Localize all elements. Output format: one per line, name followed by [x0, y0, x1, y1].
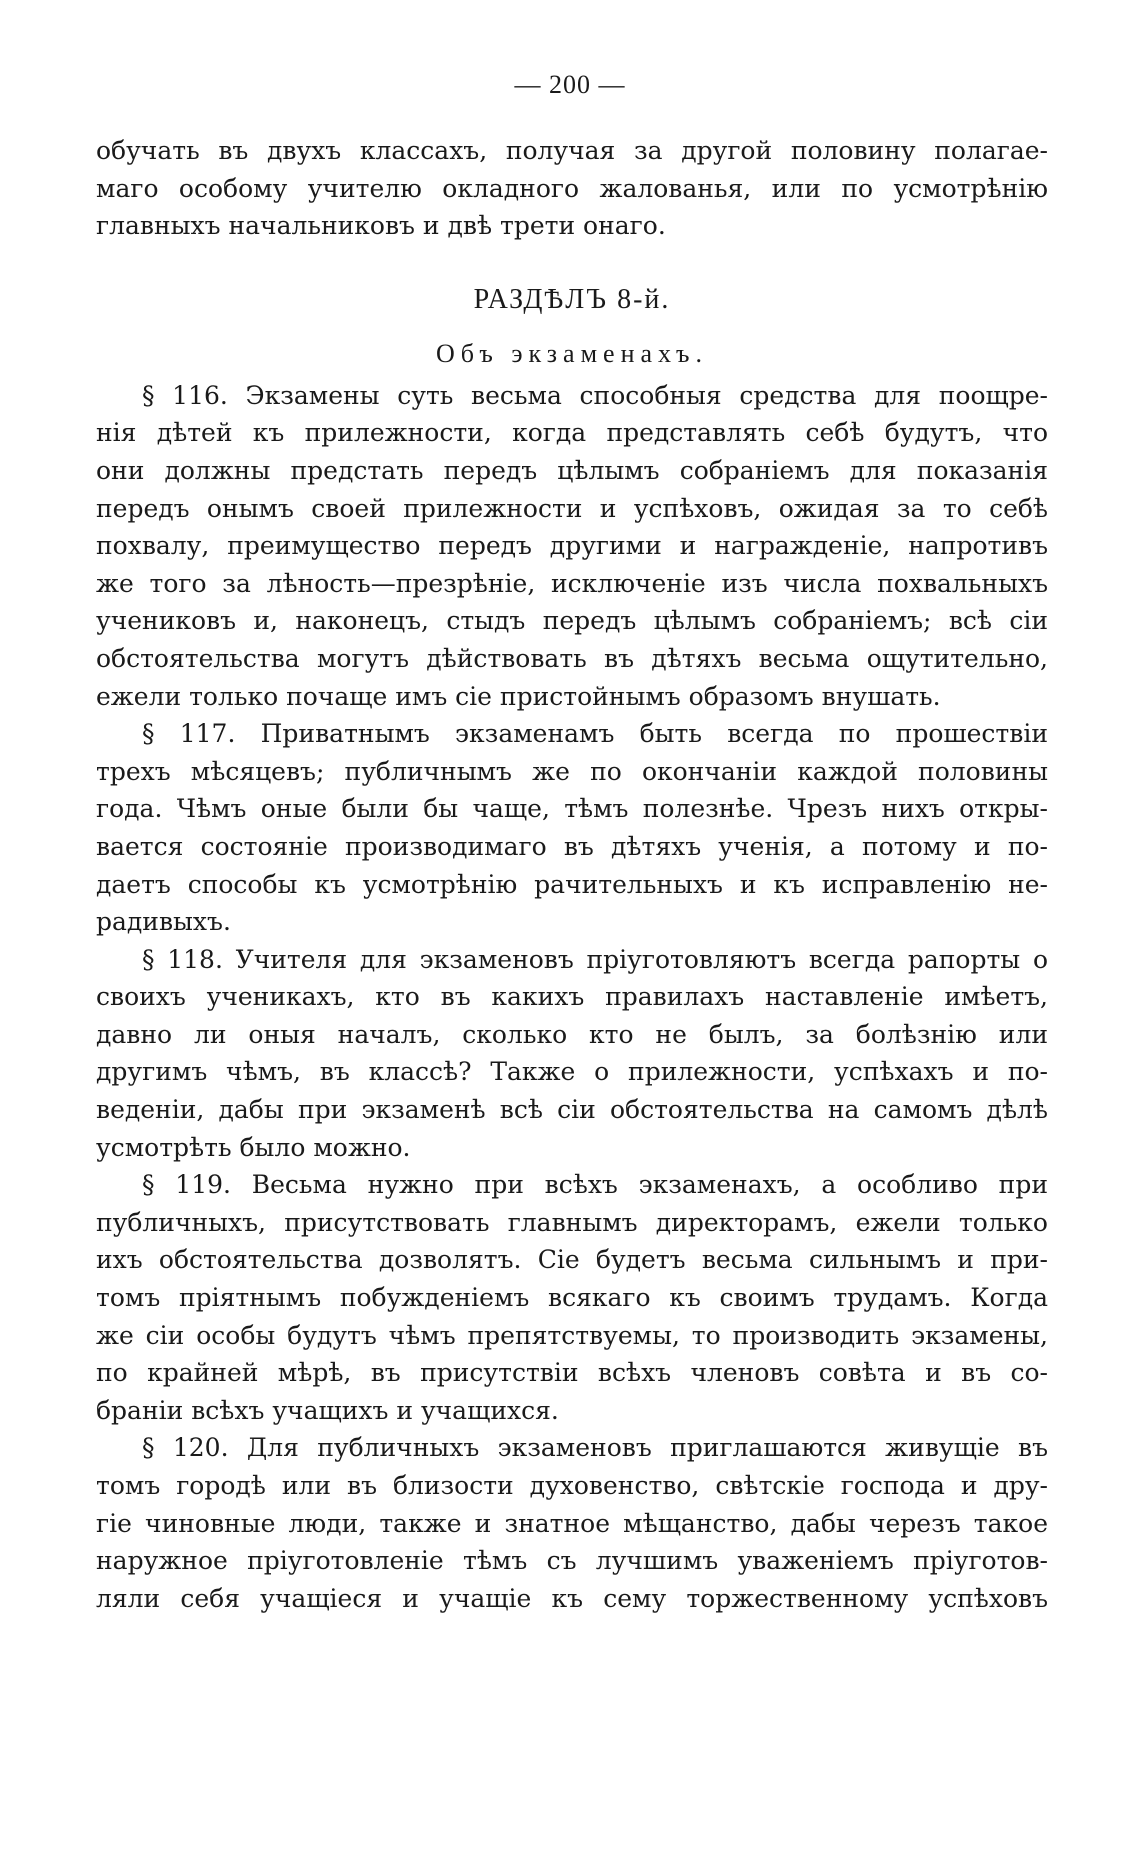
text-line: учениковъ и, наконецъ, стыдъ передъ цѣлымъ собраніемъ; всѣ сіи: [96, 606, 1048, 636]
text-line: радивыхъ.: [96, 907, 231, 937]
text-line: § 120. Для публичныхъ экзаменовъ приглашаются живущіе въ: [142, 1433, 1048, 1463]
text-line: маго особому учителю окладного жалованья, или по усмотрѣнію: [96, 173, 1048, 203]
text-line: нія дѣтей къ прилежности, когда представлять себѣ будутъ, что: [96, 418, 1048, 448]
text-line: же сіи особы будутъ чѣмъ препятствуемы, то производить экзамены,: [96, 1320, 1048, 1350]
text-line: ихъ обстоятельства дозволятъ. Сіе будетъ весьма сильнымъ и при-: [96, 1245, 1048, 1275]
text-line: главныхъ начальниковъ и двѣ трети онаго.: [96, 211, 666, 241]
text-line: веденіи, дабы при экзаменѣ всѣ сіи обстоятельства на самомъ дѣлѣ: [96, 1095, 1048, 1125]
paragraph-120: [96, 1429, 1048, 1617]
paragraph-117: [96, 715, 1048, 941]
text-line: § 116. Экзамены суть весьма способныя средства для поощре-: [142, 380, 1048, 410]
text-line: гіе чиновные люди, также и знатное мѣщанство, дабы черезъ такое: [96, 1508, 1048, 1538]
text-line: томъ пріятнымъ побужденіемъ всякаго къ своимъ трудамъ. Когда: [96, 1283, 1048, 1313]
text-line: своихъ ученикахъ, кто въ какихъ правилахъ наставленіе имѣетъ,: [96, 982, 1048, 1012]
text-line: § 117. Приватнымъ экзаменамъ быть всегда по прошествіи: [142, 719, 1048, 749]
text-line: томъ городѣ или въ близости духовенство, свѣтскіе господа и дру-: [96, 1471, 1048, 1500]
text-line: публичныхъ, присутствовать главнымъ директорамъ, ежели только: [96, 1207, 1048, 1237]
intro-paragraph: [96, 132, 1048, 245]
text-line: по крайней мѣрѣ, въ присутствіи всѣхъ членовъ совѣта и въ со-: [96, 1358, 1048, 1388]
text-line: даетъ способы къ усмотрѣнію рачительныхъ и къ исправленію не-: [96, 869, 1048, 899]
text-line: вается состояніе производимаго въ дѣтяхъ ученія, а потому и по-: [96, 831, 1048, 861]
text-line: же того за лѣность—презрѣніе, исключеніе изъ числа похвальныхъ: [96, 568, 1048, 598]
text-line: усмотрѣть было можно.: [96, 1132, 411, 1162]
text-line: давно ли оныя началъ, сколько кто не былъ, за болѣзнію или: [96, 1019, 1048, 1049]
text-line: § 119. Весьма нужно при всѣхъ экзаменахъ, а особливо при: [142, 1170, 1048, 1200]
text-line: года. Чѣмъ оные были бы чаще, тѣмъ полезнѣе. Чрезъ нихъ откры-: [96, 794, 1048, 824]
text-line: браніи всѣхъ учащихъ и учащихся.: [96, 1395, 559, 1425]
text-line: ежели только почаще имъ сіе пристойнымъ образомъ внушать.: [96, 681, 941, 711]
paragraph-119: [96, 1166, 1048, 1429]
paragraph-118: [96, 941, 1048, 1167]
text-line: передъ онымъ своей прилежности и успѣховъ, ожидая за то себѣ: [96, 493, 1048, 523]
text-line: похвалу, преимущество передъ другими и награжденіе, напротивъ: [96, 531, 1048, 561]
section-heading: РАЗДѢЛЪ 8-й.: [473, 283, 671, 315]
text-line: обучать въ двухъ классахъ, получая за другой половину полагае-: [96, 136, 1048, 165]
text-line: наружное пріуготовленіе тѣмъ съ лучшимъ уваженіемъ пріуготов-: [96, 1546, 1048, 1576]
text-line: § 118. Учителя для экзаменовъ пріуготовляютъ всегда рапорты о: [142, 944, 1048, 974]
text-line: ляли себя учащіеся и учащіе къ сему торжественному успѣховъ: [96, 1583, 1048, 1613]
text-line: другимъ чѣмъ, въ классѣ? Также о прилежности, успѣхахъ и по-: [96, 1057, 1048, 1087]
paragraph-116: [96, 377, 1048, 715]
text-line: они должны предстать передъ цѣлымъ собраніемъ для показанія: [96, 455, 1048, 485]
text-line: трехъ мѣсяцевъ; публичнымъ же по окончаніи каждой половины: [96, 756, 1048, 786]
text-line: обстоятельства могутъ дѣйствовать въ дѣтяхъ весьма ощутительно,: [96, 643, 1048, 673]
text-column: [96, 132, 1048, 1617]
section-subheading: Объ экзаменахъ.: [436, 338, 708, 368]
page-number: — 200 —: [514, 70, 626, 99]
